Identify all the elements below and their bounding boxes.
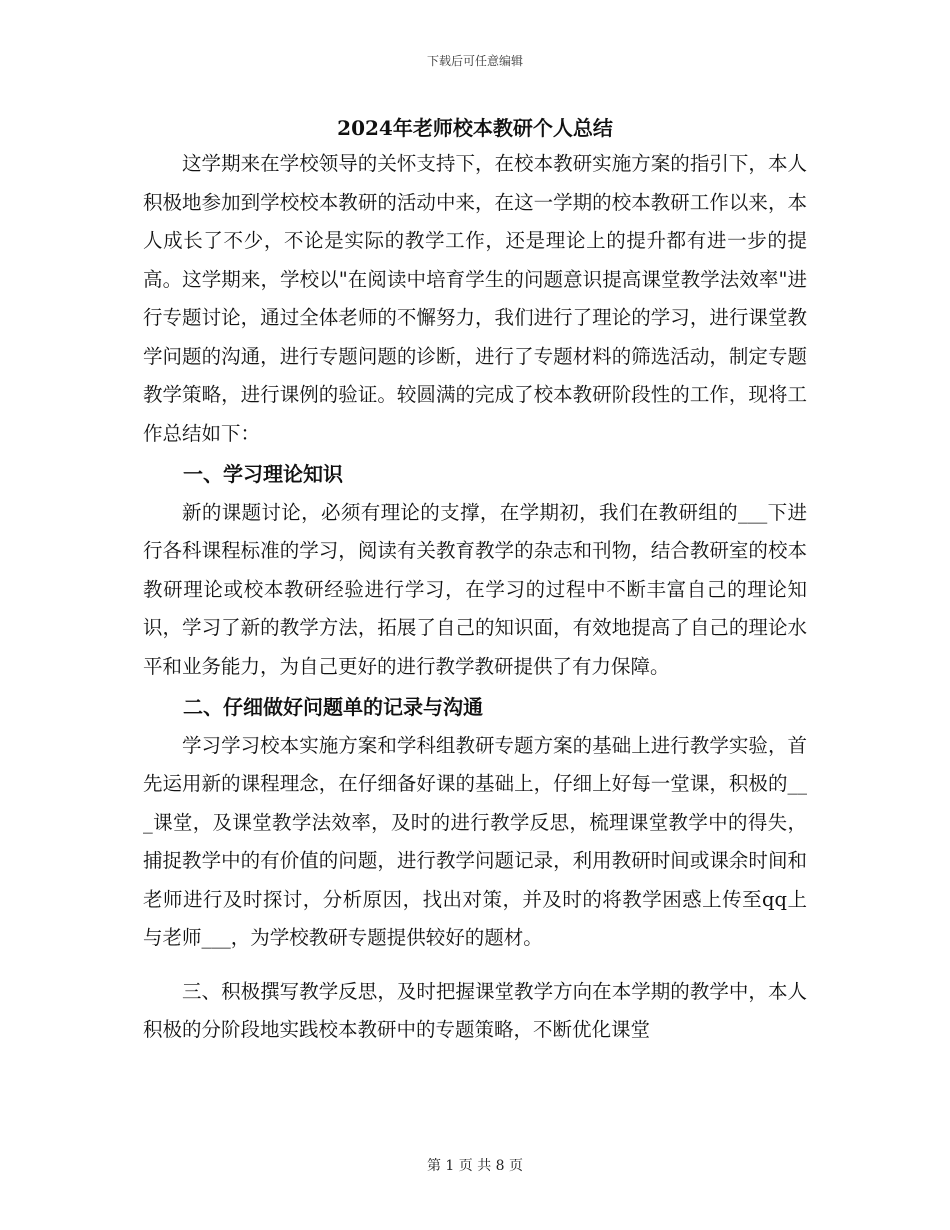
section-2-heading: 二、仔细做好问题单的记录与沟通 bbox=[183, 695, 483, 719]
section-3-paragraph: 三、积极撰写教学反思，及时把握课堂教学方向在本学期的教学中，本人积极的分阶段地实践校本教研中的专题策略，不断优化课堂 bbox=[143, 979, 807, 1041]
section-2-paragraph: 学习学习校本实施方案和学科组教研专题方案的基础上进行教学实验，首先运用新的课程理念，在仔细备好课的基础上，仔细上好每一堂课，积极的___课堂，及课堂教学法效率，及时的进行教学反思，梳理课堂教学中的得失，捕捉教学中的有价值的问题，进行教学问题记录，利用教研时间或课余时间和老师进行及时探讨，分析原因，找出对策，并及时的将教学困惑上传至qq上与老师___，为学校教研专题提供较好的题材。 bbox=[143, 733, 807, 949]
intro-paragraph: 这学期来在学校领导的关怀支持下，在校本教研实施方案的指引下，本人积极地参加到学校校本教研的活动中来，在这一学期的校本教研工作以来，本人成长了不少，不论是实际的教学工作，还是理论上的提升都有进一步的提高。这学期来，学校以"在阅读中培育学生的问题意识提高课堂教学法效率"进行专题讨论，通过全体老师的不懈努力，我们进行了理论的学习，进行课堂教学问题的沟通，进行专题问题的诊断，进行了专题材料的筛选活动，制定专题教学策略，进行课例的验证。较圆满的完成了校本教研阶段性的工作，现将工作总结如下： bbox=[143, 152, 807, 445]
page-number: 第 1 页 共 8 页 bbox=[426, 1158, 524, 1174]
document-body bbox=[143, 145, 807, 1050]
page-header-note: 下载后可任意编辑 bbox=[426, 54, 523, 68]
document-title: 2024年老师校本教研个人总结 bbox=[337, 116, 613, 140]
section-1-heading: 一、学习理论知识 bbox=[183, 462, 343, 486]
section-1-paragraph: 新的课题讨论，必须有理论的支撑，在学期初，我们在教研组的___下进行各科课程标准的学习，阅读有关教育教学的杂志和刊物，结合教研室的校本教研理论或校本教研经验进行学习，在学习的过程中不断丰富自己的理论知识，学习了新的教学方法，拓展了自己的知识面，有效地提高了自己的理论水平和业务能力，为自己更好的进行教学教研提供了有力保障。 bbox=[143, 500, 807, 678]
